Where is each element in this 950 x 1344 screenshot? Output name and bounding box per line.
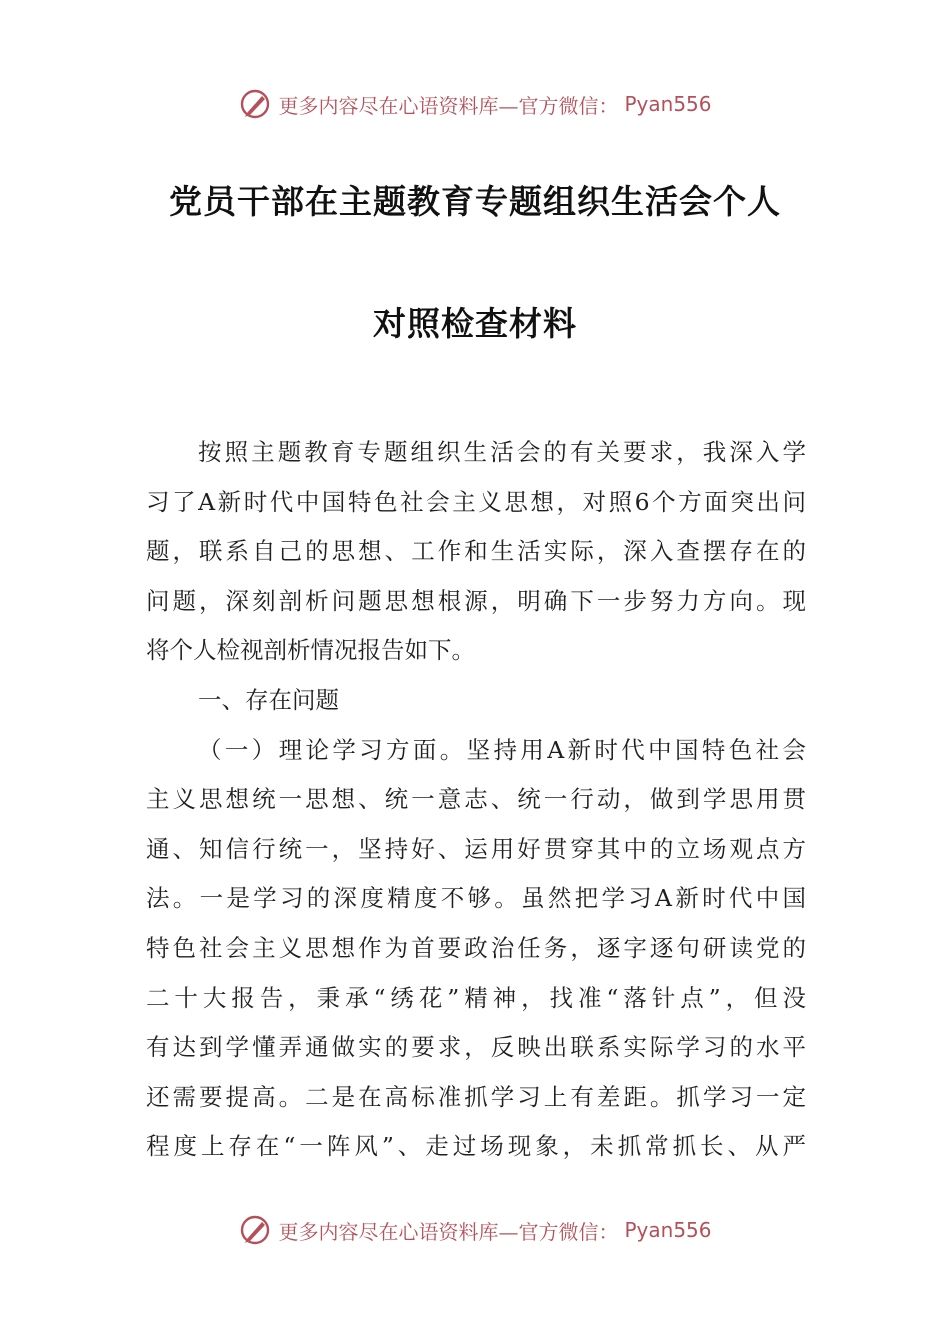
- document-title-line-2: 对照检查材料: [373, 304, 577, 343]
- body-line: （一）理论学习方面。坚持用A新时代中国特色社会: [198, 735, 806, 764]
- pen-logo-icon: [238, 1213, 272, 1247]
- document-title-line-1: 党员干部在主题教育专题组织生活会个人: [169, 182, 781, 221]
- body-line: 按照主题教育专题组织生活会的有关要求，我深入学: [198, 438, 806, 466]
- body-line: 习了A新时代中国特色社会主义思想，对照6个方面突出问: [146, 487, 806, 516]
- body-line: 特色社会主义思想作为首要政治任务，逐字逐句研读党的: [146, 933, 806, 962]
- body-line: 有达到学懂弄通做实的要求，反映出联系实际学习的水平: [146, 1033, 806, 1062]
- header-banner: [0, 84, 950, 124]
- banner-wechat-id: Pyan556: [624, 92, 712, 116]
- body-line: 题，联系自己的思想、工作和生活实际，深入查摆存在的: [146, 537, 806, 566]
- banner-text: 更多内容尽在心语资料库—官方微信：: [278, 1219, 619, 1244]
- body-line: 通、知信行统一，坚持好、运用好贯穿其中的立场观点方: [146, 834, 806, 863]
- body-line: 法。一是学习的深度精度不够。虽然把学习A新时代中国: [146, 884, 806, 913]
- footer-banner: [0, 1210, 950, 1250]
- banner-text: 更多内容尽在心语资料库—官方微信：: [278, 93, 619, 118]
- body-line: 二十大报告，秉承“绣花”精神，找准“落针点”，但没: [146, 983, 806, 1012]
- document-body: [146, 428, 806, 1172]
- pen-logo-icon: [238, 87, 272, 121]
- body-line: 还需要提高。二是在高标准抓学习上有差距。抓学习一定: [146, 1082, 806, 1111]
- banner-wechat-id: Pyan556: [624, 1218, 712, 1242]
- body-line: 主义思想统一思想、统一意志、统一行动，做到学思用贯: [146, 785, 806, 814]
- section-heading: 一、存在问题: [198, 685, 339, 714]
- body-line: 将个人检视剖析情况报告如下。: [146, 636, 475, 665]
- body-line: 问题，深刻剖析问题思想根源，明确下一步努力方向。现: [146, 586, 806, 615]
- body-line: 程度上存在“一阵风”、走过场现象，未抓常抓长、从严: [146, 1132, 806, 1161]
